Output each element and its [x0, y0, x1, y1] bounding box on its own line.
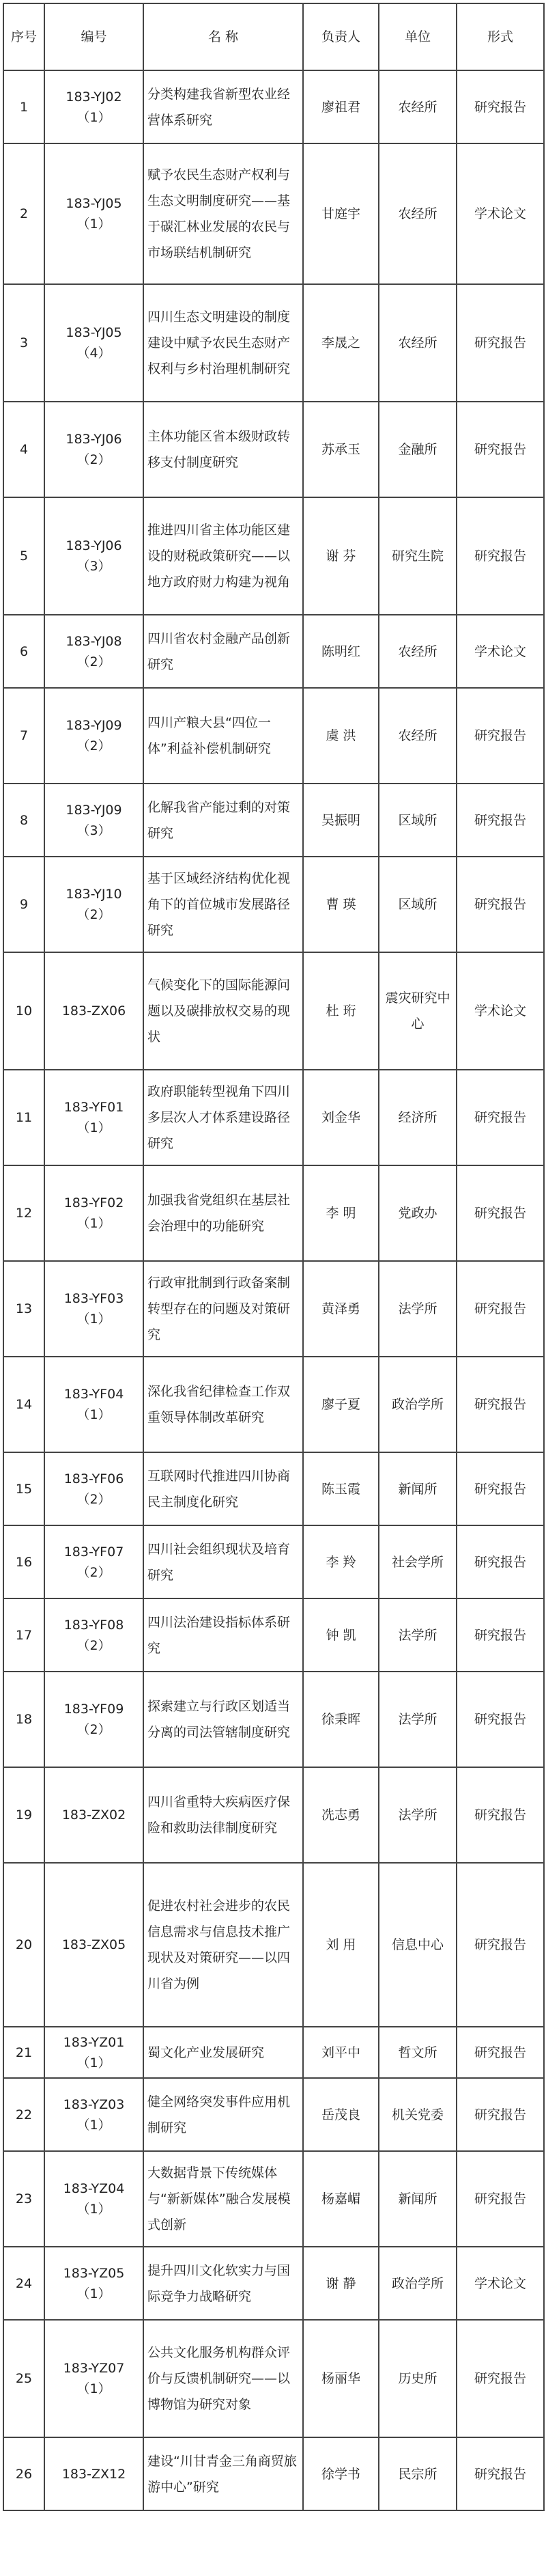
- cell-title: 气候变化下的国际能源问题以及碳排放权交易的现状: [143, 952, 303, 1070]
- cell-form: 学术论文: [457, 2247, 544, 2320]
- cell-form: 学术论文: [457, 952, 544, 1070]
- cell-unit: 党政办: [379, 1165, 457, 1261]
- cell-code: 183-YJ08 （2）: [44, 615, 143, 688]
- cell-leader: 刘金华: [303, 1070, 379, 1165]
- table-row: [3, 143, 544, 284]
- cell-no: 19: [3, 1767, 44, 1863]
- cell-leader: 冼志勇: [303, 1767, 379, 1863]
- cell-leader: 徐学书: [303, 2437, 379, 2510]
- cell-unit: 区域所: [379, 784, 457, 857]
- cell-title: 公共文化服务机构群众评价与反馈机制研究——以博物馆为研究对象: [143, 2320, 303, 2437]
- cell-code: 183-YJ10 （2）: [44, 857, 143, 952]
- cell-form: 研究报告: [457, 1767, 544, 1863]
- cell-code: 183-YJ06 （3）: [44, 497, 143, 615]
- cell-unit: 新闻所: [379, 2151, 457, 2247]
- cell-form: 研究报告: [457, 1357, 544, 1452]
- cell-title: 大数据背景下传统媒体与“新新媒体”融合发展模式创新: [143, 2151, 303, 2247]
- cell-title: 加强我省党组织在基层社会治理中的功能研究: [143, 1165, 303, 1261]
- cell-no: 8: [3, 784, 44, 857]
- cell-title: 主体功能区省本级财政转移支付制度研究: [143, 402, 303, 497]
- table-row: [3, 1598, 544, 1672]
- cell-leader: 杜 珩: [303, 952, 379, 1070]
- cell-title: 分类构建我省新型农业经营体系研究: [143, 70, 303, 143]
- cell-no: 9: [3, 857, 44, 952]
- cell-code: 183-YF09 （2）: [44, 1672, 143, 1767]
- cell-unit: 农经所: [379, 284, 457, 402]
- cell-title: 四川产粮大县“四位一体”利益补偿机制研究: [143, 688, 303, 784]
- cell-no: 16: [3, 1525, 44, 1598]
- cell-leader: 虞 洪: [303, 688, 379, 784]
- cell-code: 183-YZ03 （1）: [44, 2078, 143, 2151]
- table-row: [3, 284, 544, 402]
- cell-code: 183-YZ07 （1）: [44, 2320, 143, 2437]
- table-row: [3, 615, 544, 688]
- cell-leader: 黄泽勇: [303, 1261, 379, 1357]
- cell-form: 研究报告: [457, 2027, 544, 2078]
- cell-form: 研究报告: [457, 688, 544, 784]
- cell-title: 政府职能转型视角下四川多层次人才体系建设路径研究: [143, 1070, 303, 1165]
- cell-leader: 李晟之: [303, 284, 379, 402]
- cell-title: 四川社会组织现状及培育研究: [143, 1525, 303, 1598]
- table-row: [3, 1165, 544, 1261]
- cell-no: 14: [3, 1357, 44, 1452]
- table-row: [3, 2247, 544, 2320]
- cell-title: 健全网络突发事件应用机制研究: [143, 2078, 303, 2151]
- cell-leader: 岳茂良: [303, 2078, 379, 2151]
- cell-code: 183-YJ05 （1）: [44, 143, 143, 284]
- cell-code: 183-YF02 （1）: [44, 1165, 143, 1261]
- cell-unit: 法学所: [379, 1767, 457, 1863]
- cell-form: 研究报告: [457, 70, 544, 143]
- table-row: [3, 497, 544, 615]
- cell-title: 推进四川省主体功能区建设的财税政策研究——以地方政府财力构建为视角: [143, 497, 303, 615]
- table-row: [3, 1863, 544, 2027]
- cell-form: 研究报告: [457, 2078, 544, 2151]
- cell-leader: 廖祖君: [303, 70, 379, 143]
- cell-title: 四川省农村金融产品创新研究: [143, 615, 303, 688]
- cell-leader: 李 羚: [303, 1525, 379, 1598]
- cell-unit: 农经所: [379, 70, 457, 143]
- table-row: [3, 1070, 544, 1165]
- cell-form: 研究报告: [457, 284, 544, 402]
- cell-form: 研究报告: [457, 784, 544, 857]
- cell-form: 研究报告: [457, 1598, 544, 1672]
- cell-no: 1: [3, 70, 44, 143]
- cell-unit: 农经所: [379, 615, 457, 688]
- cell-leader: 谢 芬: [303, 497, 379, 615]
- cell-no: 26: [3, 2437, 44, 2510]
- cell-leader: 杨丽华: [303, 2320, 379, 2437]
- cell-form: 研究报告: [457, 402, 544, 497]
- cell-title: 四川省重特大疾病医疗保险和救助法律制度研究: [143, 1767, 303, 1863]
- cell-title: 四川生态文明建设的制度建设中赋予农民生态财产权利与乡村治理机制研究: [143, 284, 303, 402]
- cell-unit: 震灾研究中心: [379, 952, 457, 1070]
- cell-title: 探索建立与行政区划适当分离的司法管辖制度研究: [143, 1672, 303, 1767]
- cell-title: 四川法治建设指标体系研究: [143, 1598, 303, 1672]
- table-row: [3, 688, 544, 784]
- cell-form: 研究报告: [457, 1261, 544, 1357]
- cell-no: 22: [3, 2078, 44, 2151]
- cell-no: 11: [3, 1070, 44, 1165]
- cell-form: 研究报告: [457, 1672, 544, 1767]
- table-row: [3, 952, 544, 1070]
- cell-code: 183-YJ09 （2）: [44, 688, 143, 784]
- cell-leader: 陈玉霞: [303, 1452, 379, 1525]
- cell-unit: 研究生院: [379, 497, 457, 615]
- cell-leader: 吴振明: [303, 784, 379, 857]
- cell-form: 学术论文: [457, 143, 544, 284]
- cell-unit: 经济所: [379, 1070, 457, 1165]
- table-row: [3, 1767, 544, 1863]
- cell-leader: 杨嘉嵋: [303, 2151, 379, 2247]
- table-row: [3, 784, 544, 857]
- table-row: [3, 1452, 544, 1525]
- cell-code: 183-YF07 （2）: [44, 1525, 143, 1598]
- cell-unit: 新闻所: [379, 1452, 457, 1525]
- cell-unit: 法学所: [379, 1261, 457, 1357]
- cell-no: 20: [3, 1863, 44, 2027]
- cell-unit: 政治学所: [379, 2247, 457, 2320]
- cell-unit: 法学所: [379, 1672, 457, 1767]
- table-row: [3, 2027, 544, 2078]
- cell-unit: 社会学所: [379, 1525, 457, 1598]
- cell-no: 4: [3, 402, 44, 497]
- table-row: [3, 1357, 544, 1452]
- table-row: [3, 2078, 544, 2151]
- cell-no: 2: [3, 143, 44, 284]
- header-title: 名 称: [143, 3, 303, 70]
- cell-title: 提升四川文化软实力与国际竞争力战略研究: [143, 2247, 303, 2320]
- cell-unit: 哲文所: [379, 2027, 457, 2078]
- cell-unit: 农经所: [379, 143, 457, 284]
- cell-code: 183-YJ09 （3）: [44, 784, 143, 857]
- cell-code: 183-ZX02: [44, 1767, 143, 1863]
- table-row: [3, 2151, 544, 2247]
- cell-code: 183-YF04 （1）: [44, 1357, 143, 1452]
- cell-unit: 政治学所: [379, 1357, 457, 1452]
- cell-no: 7: [3, 688, 44, 784]
- cell-leader: 徐秉晖: [303, 1672, 379, 1767]
- cell-unit: 法学所: [379, 1598, 457, 1672]
- cell-form: 研究报告: [457, 1452, 544, 1525]
- cell-title: 行政审批制到行政备案制转型存在的问题及对策研究: [143, 1261, 303, 1357]
- header-leader: 负责人: [303, 3, 379, 70]
- cell-code: 183-YF03 （1）: [44, 1261, 143, 1357]
- cell-no: 23: [3, 2151, 44, 2247]
- cell-unit: 金融所: [379, 402, 457, 497]
- header-row: [3, 3, 544, 70]
- cell-code: 183-YF01 （1）: [44, 1070, 143, 1165]
- cell-code: 183-YZ01 （1）: [44, 2027, 143, 2078]
- table-row: [3, 1261, 544, 1357]
- cell-no: 17: [3, 1598, 44, 1672]
- cell-form: 研究报告: [457, 1070, 544, 1165]
- cell-leader: 刘 用: [303, 1863, 379, 2027]
- table-row: [3, 1525, 544, 1598]
- cell-no: 12: [3, 1165, 44, 1261]
- cell-no: 15: [3, 1452, 44, 1525]
- cell-code: 183-YZ05 （1）: [44, 2247, 143, 2320]
- cell-no: 18: [3, 1672, 44, 1767]
- cell-code: 183-YF08 （2）: [44, 1598, 143, 1672]
- cell-form: 学术论文: [457, 615, 544, 688]
- cell-code: 183-ZX05: [44, 1863, 143, 2027]
- cell-title: 建设“川甘青金三角商贸旅游中心”研究: [143, 2437, 303, 2510]
- cell-no: 5: [3, 497, 44, 615]
- cell-no: 25: [3, 2320, 44, 2437]
- cell-title: 化解我省产能过剩的对策研究: [143, 784, 303, 857]
- table-row: [3, 402, 544, 497]
- cell-form: 研究报告: [457, 857, 544, 952]
- cell-unit: 历史所: [379, 2320, 457, 2437]
- table-row: [3, 2437, 544, 2510]
- header-code: 编号: [44, 3, 143, 70]
- cell-leader: 曹 瑛: [303, 857, 379, 952]
- table-row: [3, 1672, 544, 1767]
- cell-title: 互联网时代推进四川协商民主制度化研究: [143, 1452, 303, 1525]
- cell-leader: 苏承玉: [303, 402, 379, 497]
- cell-unit: 机关党委: [379, 2078, 457, 2151]
- cell-unit: 信息中心: [379, 1863, 457, 2027]
- cell-leader: 钟 凯: [303, 1598, 379, 1672]
- cell-form: 研究报告: [457, 2151, 544, 2247]
- cell-code: 183-YJ05 （4）: [44, 284, 143, 402]
- cell-leader: 谢 静: [303, 2247, 379, 2320]
- cell-no: 3: [3, 284, 44, 402]
- cell-no: 13: [3, 1261, 44, 1357]
- cell-leader: 李 明: [303, 1165, 379, 1261]
- table-row: [3, 2320, 544, 2437]
- cell-unit: 民宗所: [379, 2437, 457, 2510]
- cell-code: 183-YF06 （2）: [44, 1452, 143, 1525]
- table-row: [3, 70, 544, 143]
- cell-title: 促进农村社会进步的农民信息需求与信息技术推广现状及对策研究——以四川省为例: [143, 1863, 303, 2027]
- cell-title: 蜀文化产业发展研究: [143, 2027, 303, 2078]
- header-form: 形式: [457, 3, 544, 70]
- cell-no: 10: [3, 952, 44, 1070]
- cell-code: 183-YJ02 （1）: [44, 70, 143, 143]
- table-row: [3, 857, 544, 952]
- cell-form: 研究报告: [457, 2320, 544, 2437]
- cell-leader: 廖子夏: [303, 1357, 379, 1452]
- header-no: 序号: [3, 3, 44, 70]
- cell-title: 深化我省纪律检查工作双重领导体制改革研究: [143, 1357, 303, 1452]
- cell-code: 183-ZX12: [44, 2437, 143, 2510]
- cell-form: 研究报告: [457, 1525, 544, 1598]
- cell-no: 6: [3, 615, 44, 688]
- cell-leader: 刘平中: [303, 2027, 379, 2078]
- cell-leader: 陈明红: [303, 615, 379, 688]
- cell-title: 赋予农民生态财产权利与生态文明制度研究——基于碳汇林业发展的农民与市场联结机制研究: [143, 143, 303, 284]
- cell-unit: 区域所: [379, 857, 457, 952]
- header-unit: 单位: [379, 3, 457, 70]
- project-table: [3, 3, 545, 2511]
- cell-code: 183-YJ06 （2）: [44, 402, 143, 497]
- cell-unit: 农经所: [379, 688, 457, 784]
- cell-no: 21: [3, 2027, 44, 2078]
- cell-code: 183-YZ04 （1）: [44, 2151, 143, 2247]
- cell-no: 24: [3, 2247, 44, 2320]
- cell-form: 研究报告: [457, 1165, 544, 1261]
- cell-form: 研究报告: [457, 2437, 544, 2510]
- cell-form: 研究报告: [457, 1863, 544, 2027]
- cell-code: 183-ZX06: [44, 952, 143, 1070]
- cell-title: 基于区域经济结构优化视角下的首位城市发展路径研究: [143, 857, 303, 952]
- cell-leader: 甘庭宇: [303, 143, 379, 284]
- cell-form: 研究报告: [457, 497, 544, 615]
